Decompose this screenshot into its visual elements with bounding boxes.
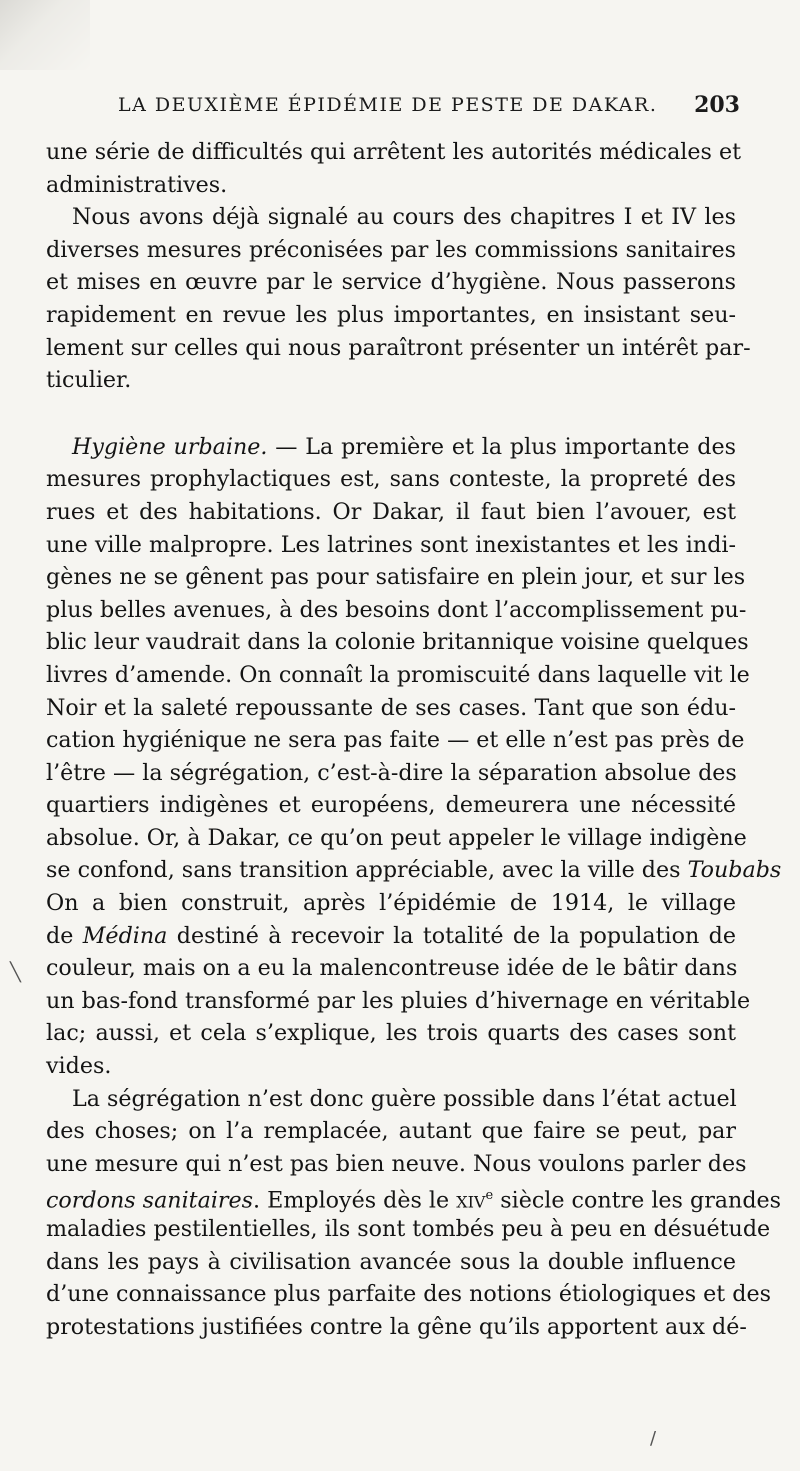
- text-line: rues et des habitations. Or Dakar, il faut bien l’avouer, est: [46, 498, 736, 525]
- text-fragment: siècle contre les grandes: [493, 1187, 782, 1214]
- text-line: blic leur vaudrait dans la colonie britannique voisine quelques: [46, 629, 749, 656]
- text-line: et mises en œuvre par le service d’hygiène. Nous passerons: [46, 269, 736, 296]
- margin-tick-mark: /: [650, 1428, 657, 1449]
- text-fragment: . Employés dès le: [253, 1187, 457, 1214]
- century-superscript: e: [485, 1188, 494, 1204]
- text-line: absolue. Or, à Dakar, ce qu’on peut appeler le village indigène: [46, 824, 747, 851]
- text-line: On a bien construit, après l’épidémie de 1914, le village: [46, 890, 736, 917]
- text-line: Noir et la saleté repoussante de ses cases. Tant que son édu-: [46, 694, 736, 721]
- section-heading-italic: Hygiène urbaine.: [72, 433, 268, 460]
- text-line: administratives.: [46, 171, 228, 198]
- text-line: une mesure qui n’est pas bien neuve. Nous voulons parler des: [46, 1150, 747, 1177]
- text-line: cation hygiénique ne sera pas faite — et elle n’est pas près de: [46, 727, 745, 754]
- italic-term-toubabs: Toubabs: [687, 857, 782, 884]
- text-line-mixed: [46, 920, 736, 953]
- italic-term-cordons: cordons sanitaires: [46, 1187, 254, 1214]
- text-line: des choses; on l’a remplacée, autant que faire se peut, par: [46, 1118, 736, 1145]
- text-line-mixed: [46, 854, 782, 887]
- text-line: plus belles avenues, à des besoins dont l’accomplissement pu-: [46, 596, 747, 623]
- text-line: lement sur celles qui nous paraîtront présenter un intérêt par-: [46, 334, 751, 361]
- text-line: protestations justifiées contre la gêne qu’ils apportent aux dé-: [46, 1313, 747, 1340]
- text-line: maladies pestilentielles, ils sont tombés peu à peu en désuétude: [46, 1216, 771, 1242]
- text-line: l’être — la ségrégation, c’est-à-dire la séparation absolue des: [46, 759, 737, 786]
- running-title: LA DEUXIÈME ÉPIDÉMIE DE PESTE DE DAKAR.: [118, 94, 658, 116]
- page-number: 203: [694, 92, 740, 118]
- section-lead-line: [46, 431, 736, 464]
- text-fragment: destiné à recevoir la totalité de la population de: [167, 922, 736, 949]
- text-line: couleur, mais on a eu la malencontreuse idée de le bâtir dans: [46, 955, 738, 982]
- text-line: Nous avons déjà signalé au cours des chapitres I et IV les: [72, 204, 736, 231]
- text-line: vides.: [46, 1053, 112, 1080]
- text-fragment: de: [46, 922, 83, 949]
- text-line-mixed: [46, 1180, 782, 1214]
- text-line: rapidement en revue les plus importantes, en insistant seu-: [46, 301, 736, 328]
- section-lead-text: — La première et la plus importante des: [267, 433, 736, 460]
- text-line: livres d’amende. On connaît la promiscuité dans laquelle vit le: [46, 661, 750, 688]
- century-numeral: xiv: [456, 1187, 486, 1214]
- scan-edge-shadow: [0, 0, 90, 70]
- body-text: [46, 136, 782, 1343]
- text-line: une série de difficultés qui arrêtent les autorités médicales et: [46, 139, 742, 165]
- text-line: dans les pays à civilisation avancée sous la double influence: [46, 1248, 736, 1275]
- text-line: diverses mesures préconisées par les commissions sanitaires: [46, 236, 736, 263]
- text-line: d’une connaissance plus parfaite des notions étiologiques et des: [46, 1281, 771, 1308]
- text-line: gènes ne se gênent pas pour satisfaire en plein jour, et sur les: [46, 564, 746, 591]
- running-header: [118, 88, 740, 128]
- paragraph-gap: [46, 397, 736, 431]
- text-line: une ville malpropre. Les latrines sont inexistantes et les indi-: [46, 531, 736, 558]
- italic-term-medina: Médina: [82, 922, 168, 949]
- text-fragment: se confond, sans transition appréciable, avec la ville des: [46, 857, 688, 884]
- text-line: un bas-fond transformé par les pluies d’hivernage en véritable: [46, 987, 751, 1014]
- text-line: mesures prophylactiques est, sans conteste, la propreté des: [46, 466, 736, 493]
- text-line: La ségrégation n’est donc guère possible dans l’état actuel: [72, 1085, 737, 1112]
- margin-tick-mark: ╲: [10, 962, 21, 983]
- text-line: ticulier.: [46, 367, 132, 394]
- text-line: quartiers indigènes et européens, demeurera une nécessité: [46, 792, 736, 819]
- text-line: lac; aussi, et cela s’explique, les trois quarts des cases sont: [46, 1020, 736, 1047]
